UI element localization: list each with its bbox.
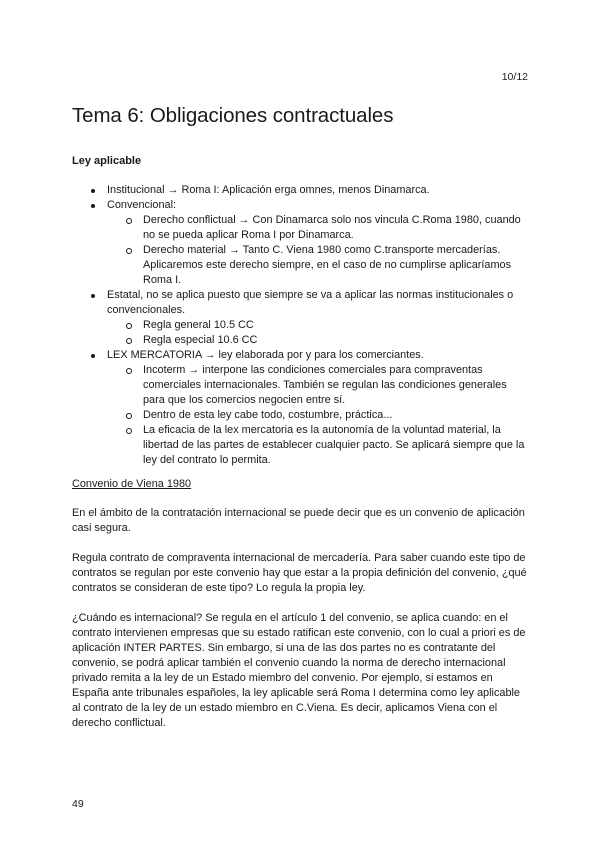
sub-list: [107, 318, 528, 348]
sub-list-item: Dentro de esta ley cabe todo, costumbre, práctica...: [126, 408, 528, 423]
paragraph: En el ámbito de la contratación internacional se puede decir que es un convenio de aplicación casi segura.: [72, 507, 525, 534]
list-item-lex-mercatoria: [90, 348, 528, 468]
list-item-estatal: [90, 288, 528, 348]
list-item-text: Institucional → Roma I: Aplicación erga omnes, menos Dinamarca.: [107, 184, 430, 196]
sub-list-item: Regla especial 10.6 CC: [126, 333, 528, 348]
sub-list-item: Derecho material → Tanto C. Viena 1980 como C.transporte mercaderías. Aplicaremos este derecho siempre, en el caso de no cumplirse aplicaríamos Roma I.: [126, 243, 528, 288]
list-item-text: LEX MERCATORIA → ley elaborada por y para los comerciantes.: [107, 349, 424, 361]
list-item-institucional: [90, 183, 528, 198]
sub-list: [107, 213, 528, 288]
sub-list-item: La eficacia de la lex mercatoria es la autonomía de la voluntad material, la libertad de las partes de establecer cualquier pacto. Se aplicará siempre que la ley del contrato lo permita.: [126, 423, 528, 468]
header-date: 10/12: [501, 71, 528, 83]
bullet-list-container: [72, 183, 528, 468]
paragraph: Regula contrato de compraventa internacional de mercadería. Para saber cuando este tipo de contratos se regulan por este convenio hay que estar a la propia definición del convenio, ¿qué contratos se consideran de este tipo? Lo regula la propia ley.: [72, 552, 527, 594]
list-item-text: Estatal, no se aplica puesto que siempre se va a aplicar las normas institucionales o convencionales.: [107, 289, 514, 316]
page-number: 49: [72, 798, 84, 810]
body-paragraphs: [72, 506, 528, 746]
sub-list-item: Incoterm → interpone las condiciones comerciales para compraventas comerciales internacionales. También se regulan las condiciones generales para que los comercios negocien entre sí.: [126, 363, 528, 408]
bullet-list: [72, 183, 528, 468]
sub-list-item: Regla general 10.5 CC: [126, 318, 528, 333]
sub-list: [107, 363, 528, 468]
sub-list-item: Derecho conflictual → Con Dinamarca solo nos vincula C.Roma 1980, cuando no se pueda aplicar Roma I por Dinamarca.: [126, 213, 528, 243]
section-heading-ley-aplicable: Ley aplicable: [72, 155, 142, 167]
list-item-text: Convencional:: [107, 199, 177, 211]
subheading-convenio-viena: Convenio de Viena 1980: [72, 478, 192, 490]
paragraph: ¿Cuándo es internacional? Se regula en el artículo 1 del convenio, se aplica cuando: en el contrato intervienen empresas que su estado ratifican este convenio, con lo cual a priori es de aplicación INTER PARTES. Sin embargo, si una de las dos partes no es contratante del convenio, se podrá aplicar también el convenio cuando la norma de derecho internacional privado remita a la ley de un Estado miembro del convenio. Por ejemplo, si estamos en España ante tribunales españoles, la ley aplicable será Roma I determina como ley aplicable al contrato de la ley de un estado miembro en C.Viena. Es decir, aplicamos Viena con el derecho conflictual.: [72, 612, 526, 729]
page-title: Tema 6: Obligaciones contractuales: [72, 104, 394, 127]
list-item-convencional: [90, 198, 528, 288]
